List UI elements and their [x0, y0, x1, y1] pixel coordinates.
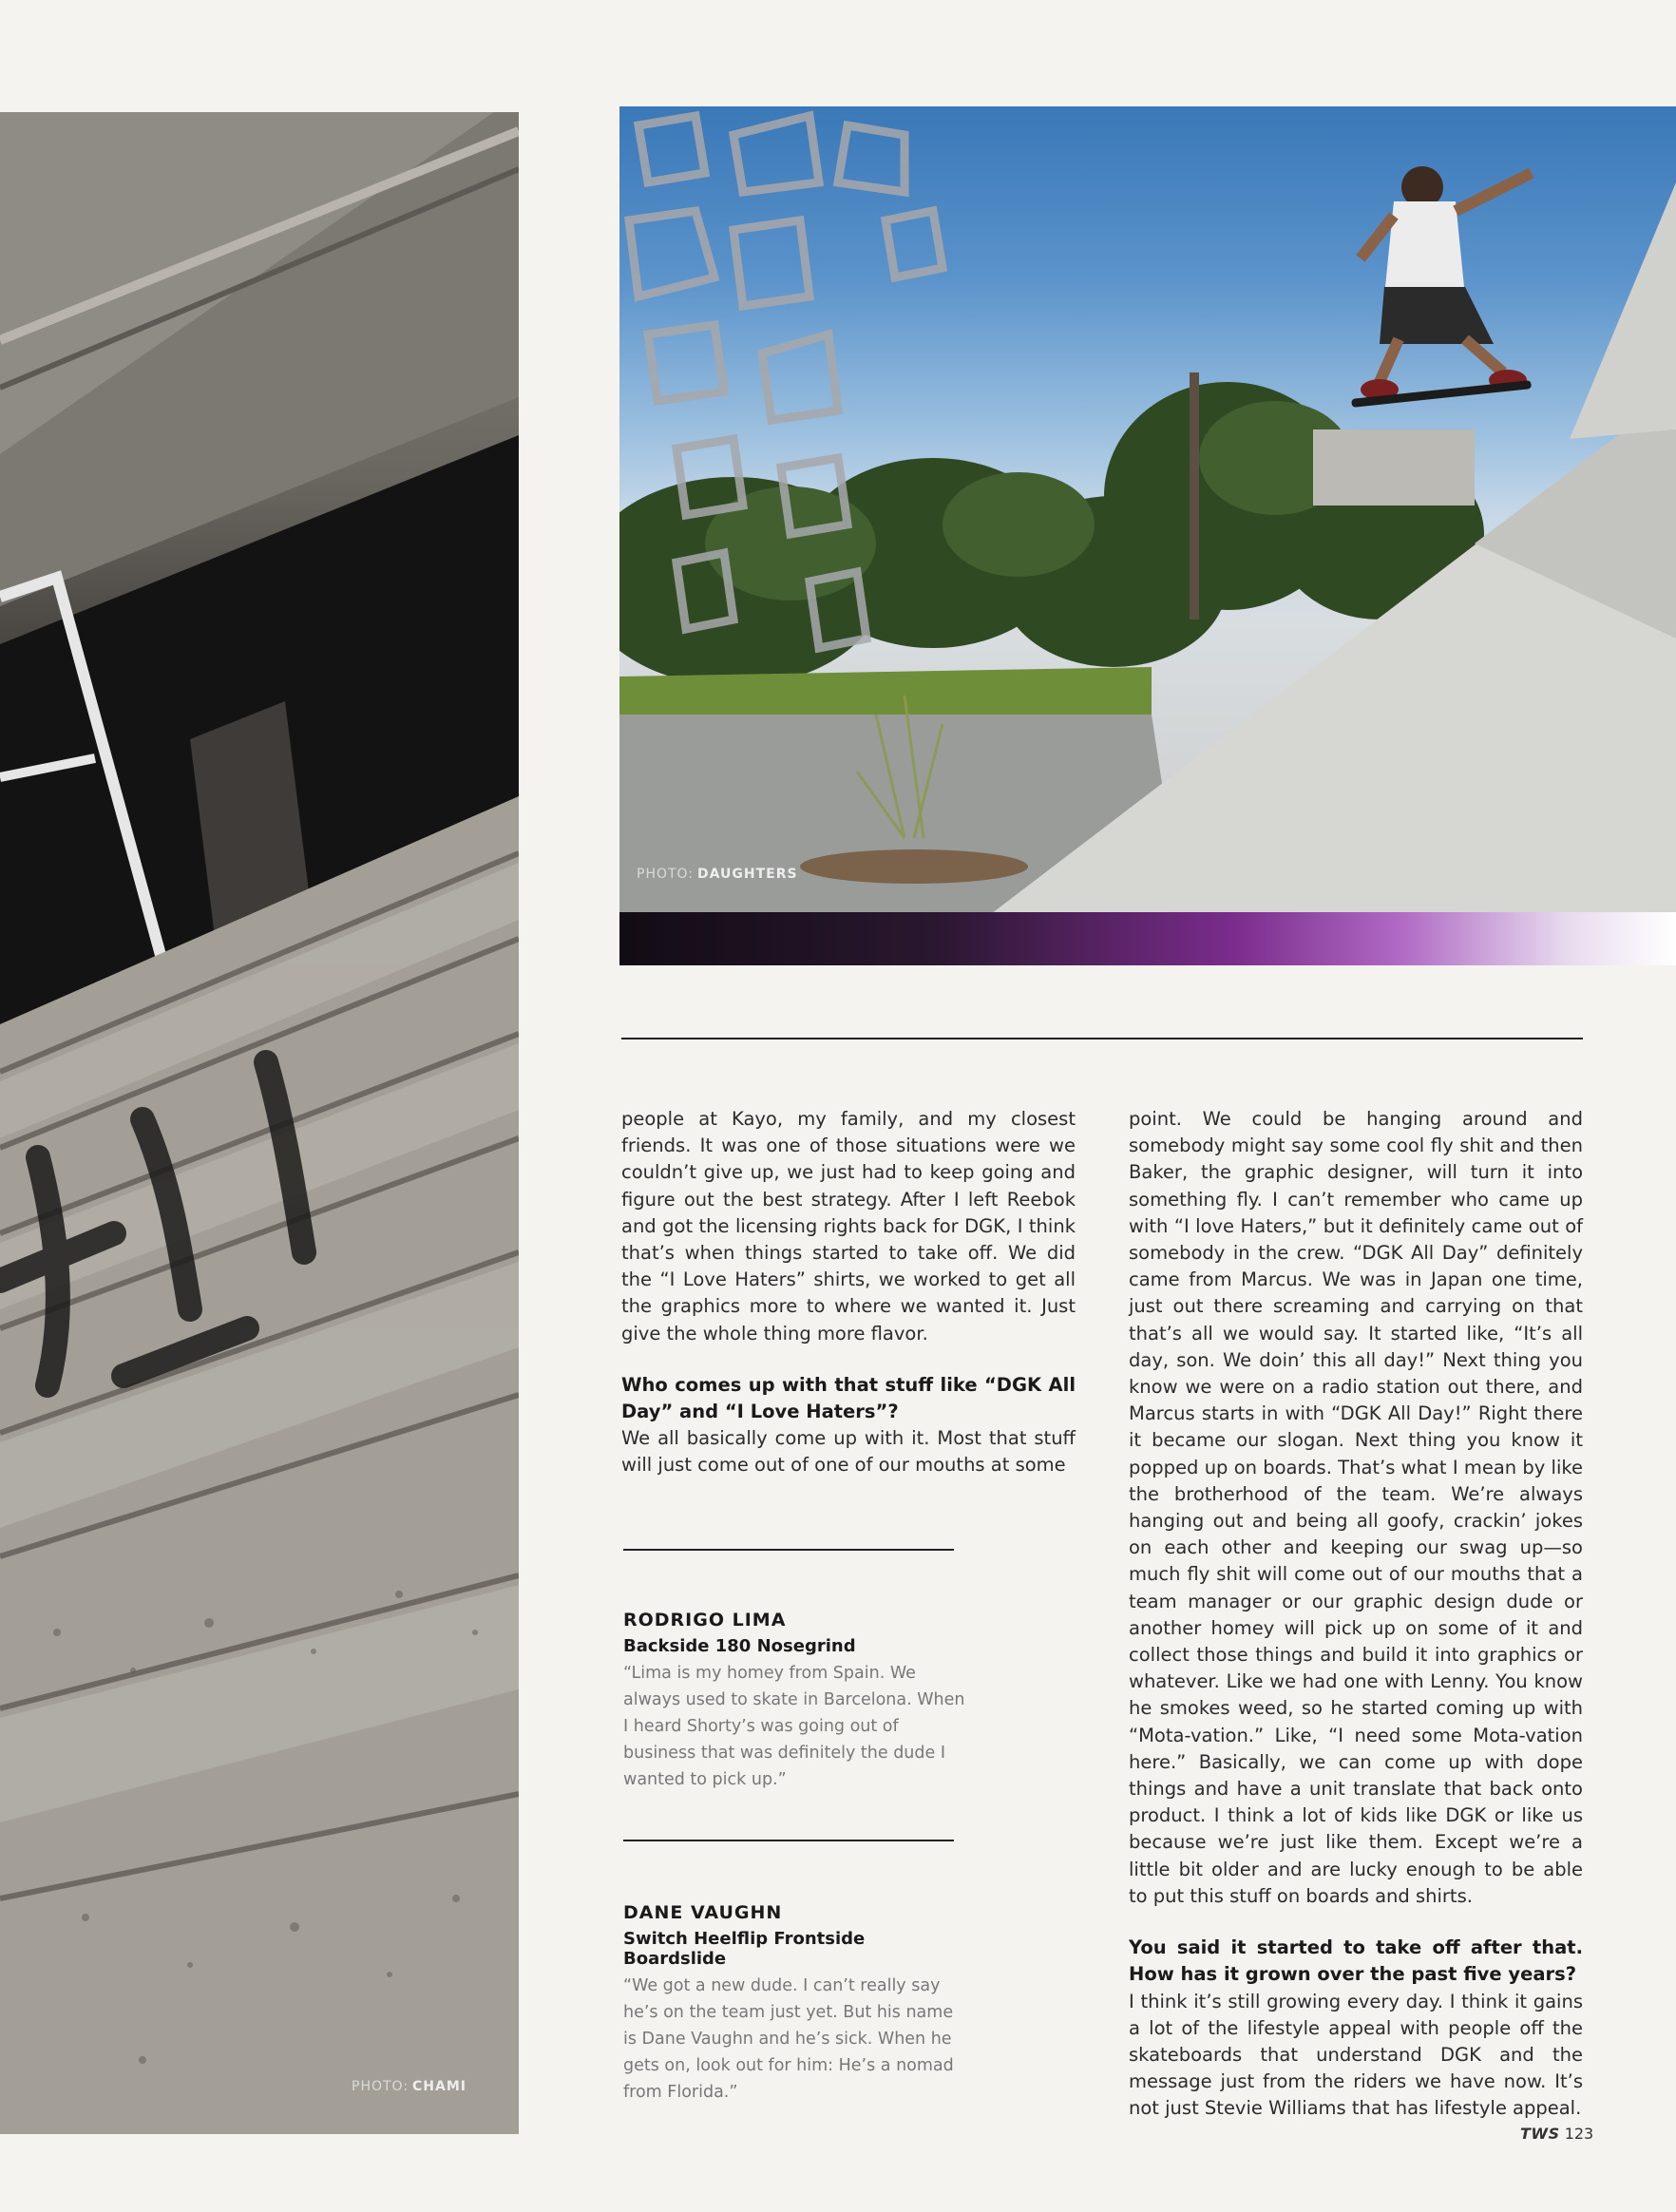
article-column-2 [1129, 1106, 1583, 2123]
page-folio [1520, 2125, 1593, 2143]
rider-quote: “We got a new dude. I can’t really say he’s on the team just yet. But his name is Dane Vaughn and he’s sick. When he gets on, look out for him: He’s a nomad from Florida.” [623, 1976, 954, 2102]
left-stairs-photo [0, 112, 519, 2134]
skate-photo-illustration [619, 106, 1676, 965]
rider-trick: Switch Heelflip Frontside Boardslide [623, 1929, 866, 1969]
magazine-name: TWS [1520, 2125, 1560, 2143]
article-paragraph: people at Kayo, my family, and my closest friends. It was one of those situations were we couldn’t give up, we just had to keep going and figure out the best strategy. After I left Reebok and got the licensing rights back for DGK, I think that’s when things started to take off. We did the “I Love Haters” shirts, we worked to get all the graphics more to where we wanted it. Just give the whole thing more flavor. [621, 1108, 1076, 1344]
sidebar-divider [623, 1840, 954, 1841]
rider-trick: Backside 180 Nosegrind [623, 1636, 856, 1656]
sidebar-entry [623, 1610, 965, 1793]
skateboarder-photo [619, 106, 1676, 965]
rider-name: DANE VAUGHN [623, 1902, 783, 1923]
article-paragraph: point. We could be hanging around and somebody might say some cool fly shit and then Baker, the graphic designer, will turn it into something fly. I can’t remember who came up with “I love Haters,” but it definitely came out of somebody in the crew. “DGK All Day” definitely came from Marcus. We was in Japan one time, just out there screaming and carrying on that that’s all we would say. It started like, “It’s all day, son. We doin’ this all day!” Next thing you know we were on a radio station out there, and Marcus starts in with “DGK All Day!” Right there it became our slogan. Next thing you know it popped up on boards. That’s what I mean by like the brotherhood of the team. We’re always hanging out and being all goofy, crackin’ jokes on each other and keeping our swag up—so much fly shit will come out of our mouths that a team manager or our graphic design dude or another homey will pick up on some of it and collect those things and build it into graphics or whatever. Like we had one with Lenny. You know he smokes weed, so he started coming up with “Mota-vation.” Like, “I need some Mota-vation here.” Basically, we can come up with dope things and have a unit translate that back onto product. I think a lot of kids like DGK or like us because we’re just like them. Except we’re a little bit older and are lucky enough to be able to put this stuff on boards and shirts. [1129, 1108, 1583, 1907]
skater-figure [1351, 166, 1532, 408]
left-photo-credit [352, 2079, 467, 2094]
rider-name: RODRIGO LIMA [623, 1610, 787, 1630]
left-photo-credit-name: CHAMI [412, 2079, 467, 2094]
rider-quote: “Lima is my homey from Spain. We always used to skate in Barcelona. When I heard Shorty’s was going out of business that was definitely the dude I wanted to pick up.” [623, 1664, 965, 1789]
top-photo-credit-label: PHOTO: [637, 867, 695, 882]
left-photo-credit-label: PHOTO: [352, 2079, 409, 2094]
article-paragraph: We all basically come up with it. Most that stuff will just come out of one of our mouths at some [621, 1427, 1076, 1477]
page-number: 123 [1564, 2125, 1594, 2143]
sidebar-entry [623, 1902, 965, 2106]
article-paragraph: I think it’s still growing every day. I think it gains a lot of the lifestyle appeal with people off the skateboards that understand DGK and the message just from the riders we have now. It’s not just Stevie Williams that has lifestyle appeal. [1129, 1990, 1583, 2120]
article-column-1 [621, 1106, 1076, 1479]
top-photo-credit-name: DAUGHTERS [697, 867, 798, 882]
photo-caption-bar [619, 912, 1676, 965]
interview-question: You said it started to take off after that. How has it grown over the past five years? [1129, 1936, 1583, 1986]
sidebar-divider [623, 1549, 954, 1551]
top-photo-credit [637, 867, 798, 882]
interview-question: Who comes up with that stuff like “DGK All Day” and “I Love Haters”? [621, 1373, 1076, 1423]
section-divider [621, 1038, 1583, 1039]
left-photo-illustration [0, 112, 519, 2134]
